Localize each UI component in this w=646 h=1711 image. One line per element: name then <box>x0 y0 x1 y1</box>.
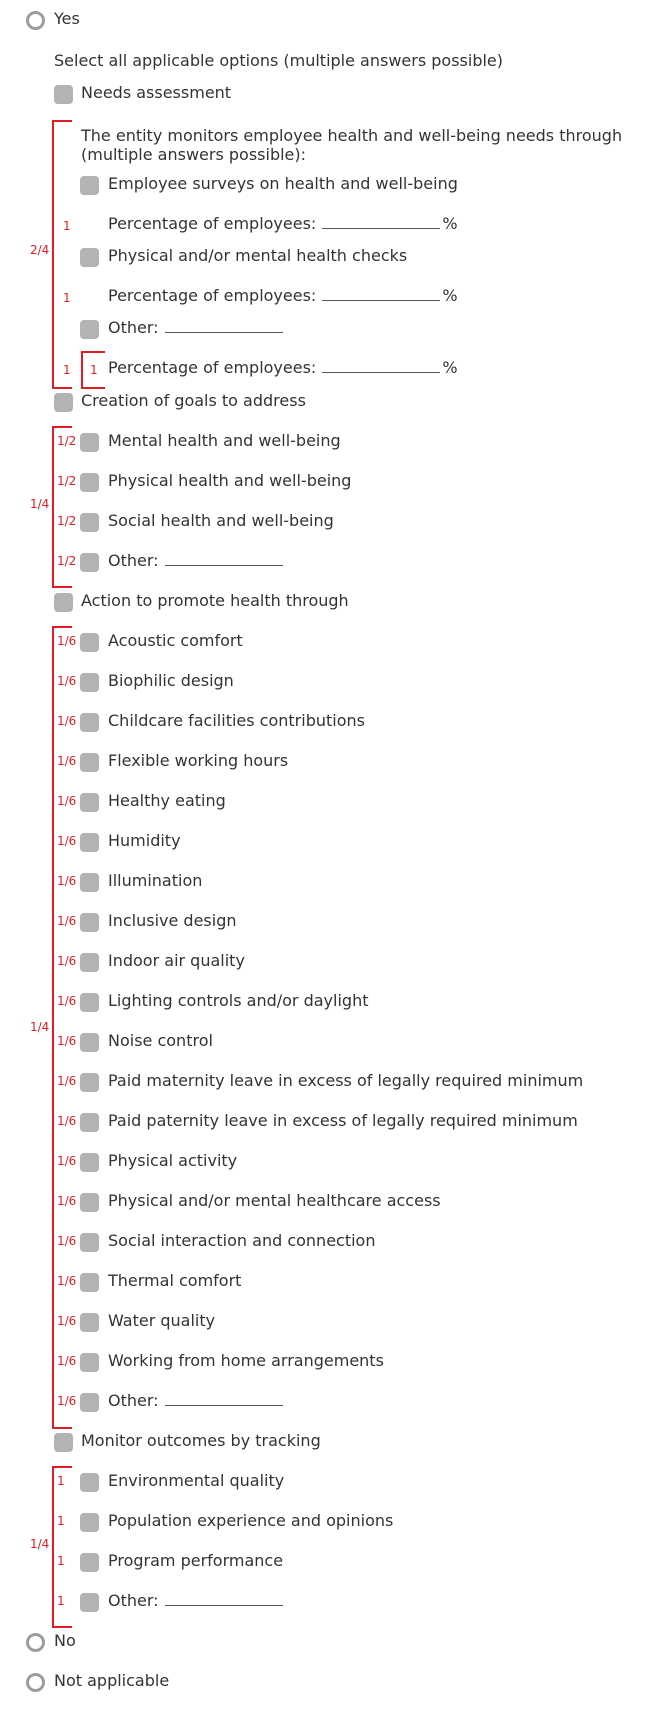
not-applicable-radio[interactable] <box>26 1673 45 1692</box>
action-item-biophilic-design <box>0 666 646 706</box>
goals-item-score: 1/2 <box>57 434 77 448</box>
action-physical-and-or-mental-healthcare-access-label: Physical and/or mental healthcare access <box>108 1191 441 1210</box>
monitor-item-score: 1 <box>57 1554 65 1568</box>
employee-surveys-score: 1 <box>63 219 71 233</box>
action-item-other <box>0 1386 646 1426</box>
action-item-score: 1/6 <box>57 794 77 808</box>
action-working-from-home-arrangements-label: Working from home arrangements <box>108 1351 384 1370</box>
action-item-score: 1/6 <box>57 1154 77 1168</box>
action-healthy-eating-label: Healthy eating <box>108 791 226 810</box>
action-social-interaction-and-connection-checkbox[interactable] <box>80 1233 99 1252</box>
no-radio[interactable] <box>26 1633 45 1652</box>
goals-mental-health-and-well-being-label: Mental health and well-being <box>108 431 341 450</box>
goals-item-score: 1/2 <box>57 474 77 488</box>
action-inclusive-design-checkbox[interactable] <box>80 913 99 932</box>
action-physical-and-or-mental-healthcare-access-checkbox[interactable] <box>80 1193 99 1212</box>
employee-surveys-pct: Percentage of employees: % <box>108 214 458 233</box>
action-item-healthy-eating <box>0 786 646 826</box>
no-label: No <box>54 1631 76 1650</box>
action-item-thermal-comfort <box>0 1266 646 1306</box>
action-indoor-air-quality-checkbox[interactable] <box>80 953 99 972</box>
na-item-health-checks <box>0 241 646 281</box>
action-water-quality-label: Water quality <box>108 1311 216 1330</box>
goals-other-input[interactable] <box>165 551 283 566</box>
monitor-checkbox[interactable] <box>54 1433 73 1452</box>
action-paid-paternity-leave-in-excess-of-legally-required-minimum-label: Paid paternity leave in excess of legally required minimum <box>108 1111 578 1130</box>
monitor-item-score: 1 <box>57 1474 65 1488</box>
action-other-checkbox[interactable] <box>80 1393 99 1412</box>
goals-social-health-and-well-being-label: Social health and well-being <box>108 511 334 530</box>
na-other-label: Other: <box>108 318 283 338</box>
na-other-input[interactable] <box>165 318 283 333</box>
yes-radio[interactable] <box>26 11 45 30</box>
monitor-other-label: Other: <box>108 1591 283 1611</box>
action-item-childcare-facilities-contributions <box>0 706 646 746</box>
monitor-score: 1/4 <box>30 1537 50 1551</box>
action-item-score: 1/6 <box>57 754 77 768</box>
goals-other-checkbox[interactable] <box>80 553 99 572</box>
employee-surveys-pct-input[interactable] <box>322 214 440 229</box>
action-item-score: 1/6 <box>57 1114 77 1128</box>
action-thermal-comfort-checkbox[interactable] <box>80 1273 99 1292</box>
action-indoor-air-quality-label: Indoor air quality <box>108 951 245 970</box>
action-item-score: 1/6 <box>57 1074 77 1088</box>
monitor-program-performance-label: Program performance <box>108 1551 284 1570</box>
na-item-employee-surveys <box>0 169 646 209</box>
action-social-interaction-and-connection-label: Social interaction and connection <box>108 1231 376 1250</box>
na-item-other <box>0 313 646 353</box>
action-item-water-quality <box>0 1306 646 1346</box>
monitor-population-experience-and-opinions-checkbox[interactable] <box>80 1513 99 1532</box>
action-label: Action to promote health through <box>81 591 349 610</box>
action-paid-maternity-leave-in-excess-of-legally-required-minimum-checkbox[interactable] <box>80 1073 99 1092</box>
goals-physical-health-and-well-being-label: Physical health and well-being <box>108 471 352 490</box>
action-flexible-working-hours-label: Flexible working hours <box>108 751 289 770</box>
action-physical-activity-label: Physical activity <box>108 1151 238 1170</box>
needs-assessment-label: Needs assessment <box>81 83 232 102</box>
na-other-pct: Percentage of employees: % <box>108 358 458 377</box>
yes-label: Yes <box>54 9 80 28</box>
action-noise-control-checkbox[interactable] <box>80 1033 99 1052</box>
action-item-flexible-working-hours <box>0 746 646 786</box>
goals-item-physical-health-and-well-being <box>0 466 646 506</box>
goals-item-other <box>0 546 646 586</box>
not-applicable-label: Not applicable <box>54 1671 170 1690</box>
health-checks-label: Physical and/or mental health checks <box>108 246 408 265</box>
action-other-label: Other: <box>108 1391 283 1411</box>
action-item-score: 1/6 <box>57 954 77 968</box>
monitor-program-performance-checkbox[interactable] <box>80 1553 99 1572</box>
monitor-item-population-experience-and-opinions <box>0 1506 646 1546</box>
goals-label: Creation of goals to address <box>81 391 306 410</box>
needs-assessment-intro: The entity monitors employee health and well-being needs through (multiple answers possible): <box>81 126 623 164</box>
action-illumination-label: Illumination <box>108 871 203 890</box>
action-physical-activity-checkbox[interactable] <box>80 1153 99 1172</box>
monitor-other-checkbox[interactable] <box>80 1593 99 1612</box>
monitor-population-experience-and-opinions-label: Population experience and opinions <box>108 1511 394 1530</box>
goals-item-score: 1/2 <box>57 554 77 568</box>
needs-assessment-row <box>0 78 646 118</box>
action-working-from-home-arrangements-checkbox[interactable] <box>80 1353 99 1372</box>
goals-social-health-and-well-being-checkbox[interactable] <box>80 513 99 532</box>
monitor-other-input[interactable] <box>165 1591 283 1606</box>
goals-score: 1/4 <box>30 497 50 511</box>
option-no <box>0 1626 646 1666</box>
action-illumination-checkbox[interactable] <box>80 873 99 892</box>
monitor-item-score: 1 <box>57 1514 65 1528</box>
employee-surveys-checkbox[interactable] <box>80 176 99 195</box>
na-other-checkbox[interactable] <box>80 320 99 339</box>
action-item-score: 1/6 <box>57 634 77 648</box>
goals-item-score: 1/2 <box>57 514 77 528</box>
action-flexible-working-hours-checkbox[interactable] <box>80 753 99 772</box>
action-childcare-facilities-contributions-checkbox[interactable] <box>80 713 99 732</box>
action-lighting-controls-and-or-daylight-label: Lighting controls and/or daylight <box>108 991 369 1010</box>
action-row <box>0 586 646 626</box>
option-yes <box>0 4 646 44</box>
monitor-item-environmental-quality <box>0 1466 646 1506</box>
action-item-score: 1/6 <box>57 1354 77 1368</box>
monitor-item-program-performance <box>0 1546 646 1586</box>
goals-mental-health-and-well-being-checkbox[interactable] <box>80 433 99 452</box>
na-other-sub-score: 1 <box>90 363 98 377</box>
action-thermal-comfort-label: Thermal comfort <box>108 1271 242 1290</box>
action-item-humidity <box>0 826 646 866</box>
action-lighting-controls-and-or-daylight-checkbox[interactable] <box>80 993 99 1012</box>
needs-assessment-score: 2/4 <box>30 243 50 257</box>
health-checks-score: 1 <box>63 291 71 305</box>
action-item-illumination <box>0 866 646 906</box>
action-childcare-facilities-contributions-label: Childcare facilities contributions <box>108 711 365 730</box>
action-checkbox[interactable] <box>54 593 73 612</box>
action-acoustic-comfort-label: Acoustic comfort <box>108 631 243 650</box>
action-item-score: 1/6 <box>57 1194 77 1208</box>
action-item-score: 1/6 <box>57 1034 77 1048</box>
action-inclusive-design-label: Inclusive design <box>108 911 237 930</box>
action-item-score: 1/6 <box>57 1234 77 1248</box>
action-item-paid-maternity-leave-in-excess-of-legally-required-minimum <box>0 1066 646 1106</box>
action-item-score: 1/6 <box>57 1394 77 1408</box>
monitor-label: Monitor outcomes by tracking <box>81 1431 321 1450</box>
action-item-score: 1/6 <box>57 714 77 728</box>
employee-surveys-label: Employee surveys on health and well-being <box>108 174 458 193</box>
action-item-score: 1/6 <box>57 834 77 848</box>
action-item-score: 1/6 <box>57 914 77 928</box>
needs-assessment-checkbox[interactable] <box>54 85 73 104</box>
action-item-score: 1/6 <box>57 1314 77 1328</box>
action-item-physical-and-or-mental-healthcare-access <box>0 1186 646 1226</box>
action-item-inclusive-design <box>0 906 646 946</box>
action-paid-maternity-leave-in-excess-of-legally-required-minimum-label: Paid maternity leave in excess of legally required minimum <box>108 1071 584 1090</box>
goals-item-social-health-and-well-being <box>0 506 646 546</box>
action-item-social-interaction-and-connection <box>0 1226 646 1266</box>
needs-assessment-intro-row <box>0 120 646 165</box>
action-item-paid-paternity-leave-in-excess-of-legally-required-minimum <box>0 1106 646 1146</box>
monitor-environmental-quality-label: Environmental quality <box>108 1471 285 1490</box>
health-checks-checkbox[interactable] <box>80 248 99 267</box>
goals-other-label: Other: <box>108 551 283 571</box>
action-healthy-eating-checkbox[interactable] <box>80 793 99 812</box>
action-item-acoustic-comfort <box>0 626 646 666</box>
goals-checkbox[interactable] <box>54 393 73 412</box>
action-score: 1/4 <box>30 1020 50 1034</box>
monitor-row <box>0 1426 646 1466</box>
action-biophilic-design-checkbox[interactable] <box>80 673 99 692</box>
action-biophilic-design-label: Biophilic design <box>108 671 234 690</box>
monitor-item-score: 1 <box>57 1594 65 1608</box>
action-paid-paternity-leave-in-excess-of-legally-required-minimum-checkbox[interactable] <box>80 1113 99 1132</box>
monitor-environmental-quality-checkbox[interactable] <box>80 1473 99 1492</box>
action-item-score: 1/6 <box>57 1274 77 1288</box>
health-checks-pct: Percentage of employees: % <box>108 286 458 305</box>
goals-row <box>0 386 646 426</box>
na-other-score: 1 <box>63 363 71 377</box>
action-water-quality-checkbox[interactable] <box>80 1313 99 1332</box>
select-all-text: Select all applicable options (multiple answers possible) <box>54 51 504 70</box>
na-other-pct-input[interactable] <box>322 358 440 373</box>
action-item-indoor-air-quality <box>0 946 646 986</box>
action-noise-control-label: Noise control <box>108 1031 213 1050</box>
action-humidity-checkbox[interactable] <box>80 833 99 852</box>
option-not-applicable <box>0 1666 646 1706</box>
monitor-item-other <box>0 1586 646 1626</box>
goals-physical-health-and-well-being-checkbox[interactable] <box>80 473 99 492</box>
action-item-score: 1/6 <box>57 874 77 888</box>
health-checks-pct-input[interactable] <box>322 286 440 301</box>
action-item-noise-control <box>0 1026 646 1066</box>
action-item-lighting-controls-and-or-daylight <box>0 986 646 1026</box>
action-acoustic-comfort-checkbox[interactable] <box>80 633 99 652</box>
action-item-score: 1/6 <box>57 994 77 1008</box>
action-other-input[interactable] <box>165 1391 283 1406</box>
action-humidity-label: Humidity <box>108 831 181 850</box>
goals-item-mental-health-and-well-being <box>0 426 646 466</box>
action-item-working-from-home-arrangements <box>0 1346 646 1386</box>
action-item-physical-activity <box>0 1146 646 1186</box>
action-item-score: 1/6 <box>57 674 77 688</box>
